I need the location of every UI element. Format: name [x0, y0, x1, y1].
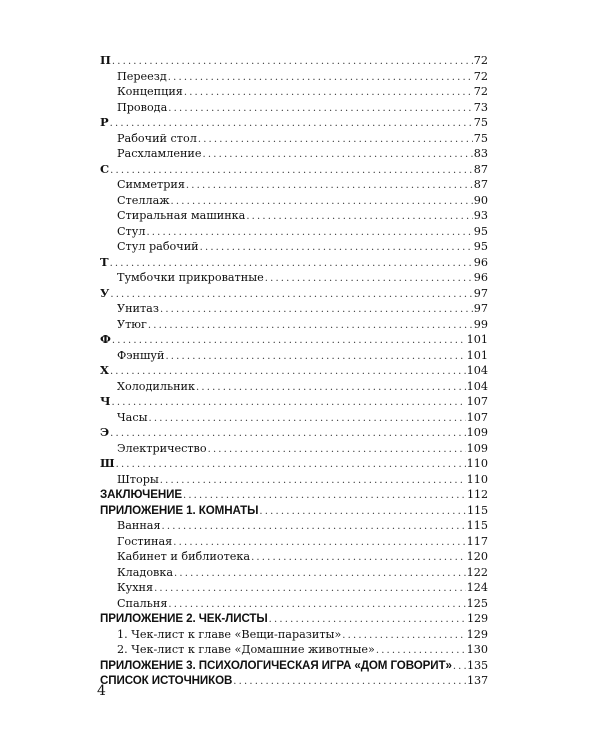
toc-entry[interactable] — [100, 317, 488, 333]
toc-entry-page: 130 — [466, 643, 488, 656]
toc-entry-title: ПРИЛОЖЕНИЕ 3. ПСИХОЛОГИЧЕСКАЯ ИГРА «ДОМ ГОВОРИТ» — [100, 658, 452, 672]
dot-leader — [112, 333, 466, 349]
toc-entry[interactable] — [100, 487, 488, 503]
toc-entry-page: 117 — [466, 534, 488, 548]
toc-entry[interactable] — [100, 84, 488, 100]
toc-entry-title: Т — [100, 254, 109, 269]
toc-entry[interactable] — [100, 208, 488, 224]
toc-entry-page: 137 — [466, 674, 488, 687]
toc-entry-page: 129 — [466, 627, 488, 641]
toc-entry-page: 101 — [466, 333, 488, 346]
toc-entry[interactable] — [100, 115, 488, 131]
toc-entry-page: 87 — [473, 162, 488, 176]
toc-entry[interactable] — [100, 53, 488, 69]
toc-entry-title: 2. Чек-лист к главе «Домашние животные» — [117, 643, 375, 656]
dot-leader — [196, 380, 466, 396]
toc-entry[interactable] — [100, 363, 488, 379]
dot-leader — [112, 54, 473, 70]
toc-entry[interactable] — [100, 518, 488, 534]
toc-entry[interactable] — [100, 441, 488, 457]
toc-entry-title: Спальня — [117, 596, 168, 610]
toc-entry-title: СПИСОК ИСТОЧНИКОВ — [100, 674, 233, 687]
dot-leader — [110, 256, 473, 272]
toc-entry-title: У — [100, 285, 110, 300]
toc-entry-title: Холодильник — [117, 379, 195, 393]
toc-entry-page: 72 — [473, 69, 488, 83]
toc-entry-title: Унитаз — [117, 302, 159, 315]
dot-leader — [233, 674, 466, 690]
toc-entry-title: ПРИЛОЖЕНИЕ 2. ЧЕК-ЛИСТЫ — [100, 612, 268, 625]
toc-entry-page: 90 — [473, 193, 488, 207]
toc-entry-page: 122 — [466, 565, 488, 579]
toc-entry[interactable] — [100, 301, 488, 317]
dot-leader — [110, 163, 473, 179]
dot-leader — [265, 271, 473, 287]
table-of-contents — [100, 53, 488, 689]
toc-entry[interactable] — [100, 394, 488, 410]
dot-leader — [186, 178, 473, 194]
dot-leader — [453, 659, 466, 675]
dot-leader — [116, 457, 466, 473]
toc-entry[interactable] — [100, 100, 488, 116]
toc-entry-title: 1. Чек-лист к главе «Вещи-паразиты» — [117, 627, 342, 641]
toc-entry-page: 73 — [473, 100, 488, 114]
dot-leader — [110, 287, 472, 303]
toc-entry-page: 115 — [466, 519, 488, 532]
dot-leader — [246, 209, 472, 225]
toc-entry-title: П — [100, 53, 111, 67]
toc-entry-title: Стул — [117, 224, 146, 238]
dot-leader — [171, 194, 473, 210]
dot-leader — [168, 101, 473, 117]
toc-entry[interactable] — [100, 472, 488, 488]
dot-leader — [110, 116, 473, 132]
toc-entry[interactable] — [100, 627, 488, 643]
toc-entry-page: 101 — [466, 348, 488, 362]
dot-leader — [200, 240, 473, 256]
dot-leader — [146, 225, 472, 241]
toc-entry-title: ЗАКЛЮЧЕНИЕ — [100, 488, 182, 501]
toc-entry[interactable] — [100, 658, 488, 674]
toc-entry[interactable] — [100, 410, 488, 426]
toc-entry[interactable] — [100, 270, 488, 286]
toc-entry[interactable] — [100, 239, 488, 255]
dot-leader — [110, 364, 466, 380]
toc-entry-title: Переезд — [117, 69, 167, 83]
toc-entry[interactable] — [100, 286, 488, 302]
toc-entry-page: 96 — [473, 255, 488, 269]
toc-entry-page: 124 — [466, 581, 488, 594]
dot-leader — [376, 643, 466, 659]
toc-entry-title: Кухня — [117, 581, 154, 594]
page-number: 4 — [97, 683, 106, 699]
toc-entry-title: Расхламление — [117, 147, 202, 160]
dot-leader — [162, 519, 466, 535]
toc-entry[interactable] — [100, 255, 488, 271]
toc-entry-page: 75 — [473, 116, 488, 129]
toc-entry[interactable] — [100, 425, 488, 441]
toc-entry[interactable] — [100, 596, 488, 612]
toc-entry-title: Э — [100, 425, 110, 439]
dot-leader — [168, 70, 473, 86]
toc-entry-title: Фэншуй — [117, 348, 165, 362]
dot-leader — [154, 581, 466, 597]
toc-entry-title: Ванная — [117, 519, 161, 532]
toc-entry[interactable] — [100, 193, 488, 209]
dot-leader — [342, 628, 465, 644]
toc-entry-page: 104 — [466, 379, 488, 393]
toc-entry-page: 97 — [473, 302, 488, 315]
toc-entry-title: Гостиная — [117, 534, 173, 548]
toc-entry-page: 135 — [466, 658, 488, 672]
toc-entry-title: Тумбочки прикроватные — [117, 271, 264, 284]
toc-entry-title: Стул рабочий — [117, 240, 199, 253]
toc-entry-title: Стеллаж — [117, 193, 170, 207]
toc-entry-title: Х — [100, 363, 109, 377]
dot-leader — [203, 147, 473, 163]
toc-entry-page: 104 — [466, 364, 488, 377]
toc-entry[interactable] — [100, 642, 488, 658]
toc-entry[interactable] — [100, 131, 488, 147]
toc-entry-page: 72 — [473, 85, 488, 98]
toc-entry[interactable] — [100, 565, 488, 581]
toc-entry[interactable] — [100, 580, 488, 596]
toc-entry[interactable] — [100, 332, 488, 348]
toc-entry-page: 107 — [466, 410, 488, 424]
toc-entry-title: Ш — [100, 456, 115, 470]
dot-leader — [160, 473, 466, 489]
toc-entry[interactable] — [100, 456, 488, 472]
toc-entry-page: 72 — [473, 54, 488, 67]
dot-leader — [208, 442, 466, 458]
dot-leader — [149, 411, 466, 427]
toc-entry-page: 110 — [466, 457, 488, 470]
toc-entry-page: 95 — [473, 224, 488, 238]
toc-entry-page: 129 — [466, 612, 488, 625]
dot-leader — [112, 395, 466, 411]
toc-entry[interactable] — [100, 549, 488, 565]
toc-entry-title: Провода — [117, 100, 168, 114]
toc-entry-page: 109 — [466, 441, 488, 455]
toc-entry-title: Утюг — [117, 317, 147, 331]
toc-entry-page: 109 — [466, 426, 488, 439]
toc-entry[interactable] — [100, 348, 488, 364]
toc-entry-title: Кладовка — [117, 565, 174, 579]
toc-entry-page: 95 — [473, 240, 488, 253]
toc-entry[interactable] — [100, 69, 488, 85]
toc-entry[interactable] — [100, 224, 488, 240]
toc-entry-title: С — [100, 161, 110, 176]
dot-leader — [183, 488, 466, 504]
toc-entry-page: 112 — [466, 488, 488, 501]
toc-entry[interactable] — [100, 503, 488, 519]
dot-leader — [184, 85, 473, 101]
dot-leader — [198, 132, 473, 148]
toc-entry-title: Шторы — [117, 472, 159, 486]
dot-leader — [251, 550, 466, 566]
toc-entry-page: 120 — [466, 550, 488, 563]
dot-leader — [174, 566, 466, 582]
toc-entry-page: 83 — [473, 147, 488, 160]
toc-entry-title: Электричество — [117, 441, 207, 455]
dot-leader — [148, 318, 473, 334]
toc-entry[interactable] — [100, 673, 488, 689]
toc-entry[interactable] — [100, 534, 488, 550]
toc-entry-title: Рабочий стол — [117, 131, 197, 145]
dot-leader — [269, 612, 466, 628]
dot-leader — [165, 349, 465, 365]
toc-entry-page: 99 — [473, 317, 488, 331]
toc-entry-page: 110 — [466, 472, 488, 486]
dot-leader — [110, 426, 465, 442]
toc-entry-title: Ф — [100, 332, 111, 346]
toc-entry-page: 87 — [473, 178, 488, 191]
toc-entry-title: Р — [100, 115, 109, 129]
toc-entry[interactable] — [100, 177, 488, 193]
toc-entry-title: ПРИЛОЖЕНИЕ 1. КОМНАТЫ — [100, 503, 259, 517]
toc-entry[interactable] — [100, 611, 488, 627]
toc-entry-page: 125 — [466, 596, 488, 610]
toc-entry-title: Ч — [100, 394, 111, 408]
toc-entry[interactable] — [100, 162, 488, 178]
toc-entry-title: Стиральная машинка — [117, 209, 246, 222]
toc-entry-page: 75 — [473, 131, 488, 145]
toc-entry[interactable] — [100, 379, 488, 395]
dot-leader — [259, 504, 466, 520]
toc-entry[interactable] — [100, 146, 488, 162]
dot-leader — [160, 302, 473, 318]
toc-entry-page: 107 — [466, 395, 488, 408]
toc-entry-title: Часы — [117, 410, 148, 424]
toc-entry-title: Симметрия — [117, 178, 185, 191]
toc-entry-page: 97 — [473, 286, 488, 300]
toc-entry-page: 115 — [466, 503, 488, 517]
toc-entry-title: Кабинет и библиотека — [117, 550, 251, 563]
toc-entry-page: 96 — [473, 271, 488, 284]
toc-entry-page: 93 — [473, 209, 488, 222]
dot-leader — [173, 535, 465, 551]
toc-entry-title: Концепция — [117, 85, 183, 98]
dot-leader — [168, 597, 465, 613]
